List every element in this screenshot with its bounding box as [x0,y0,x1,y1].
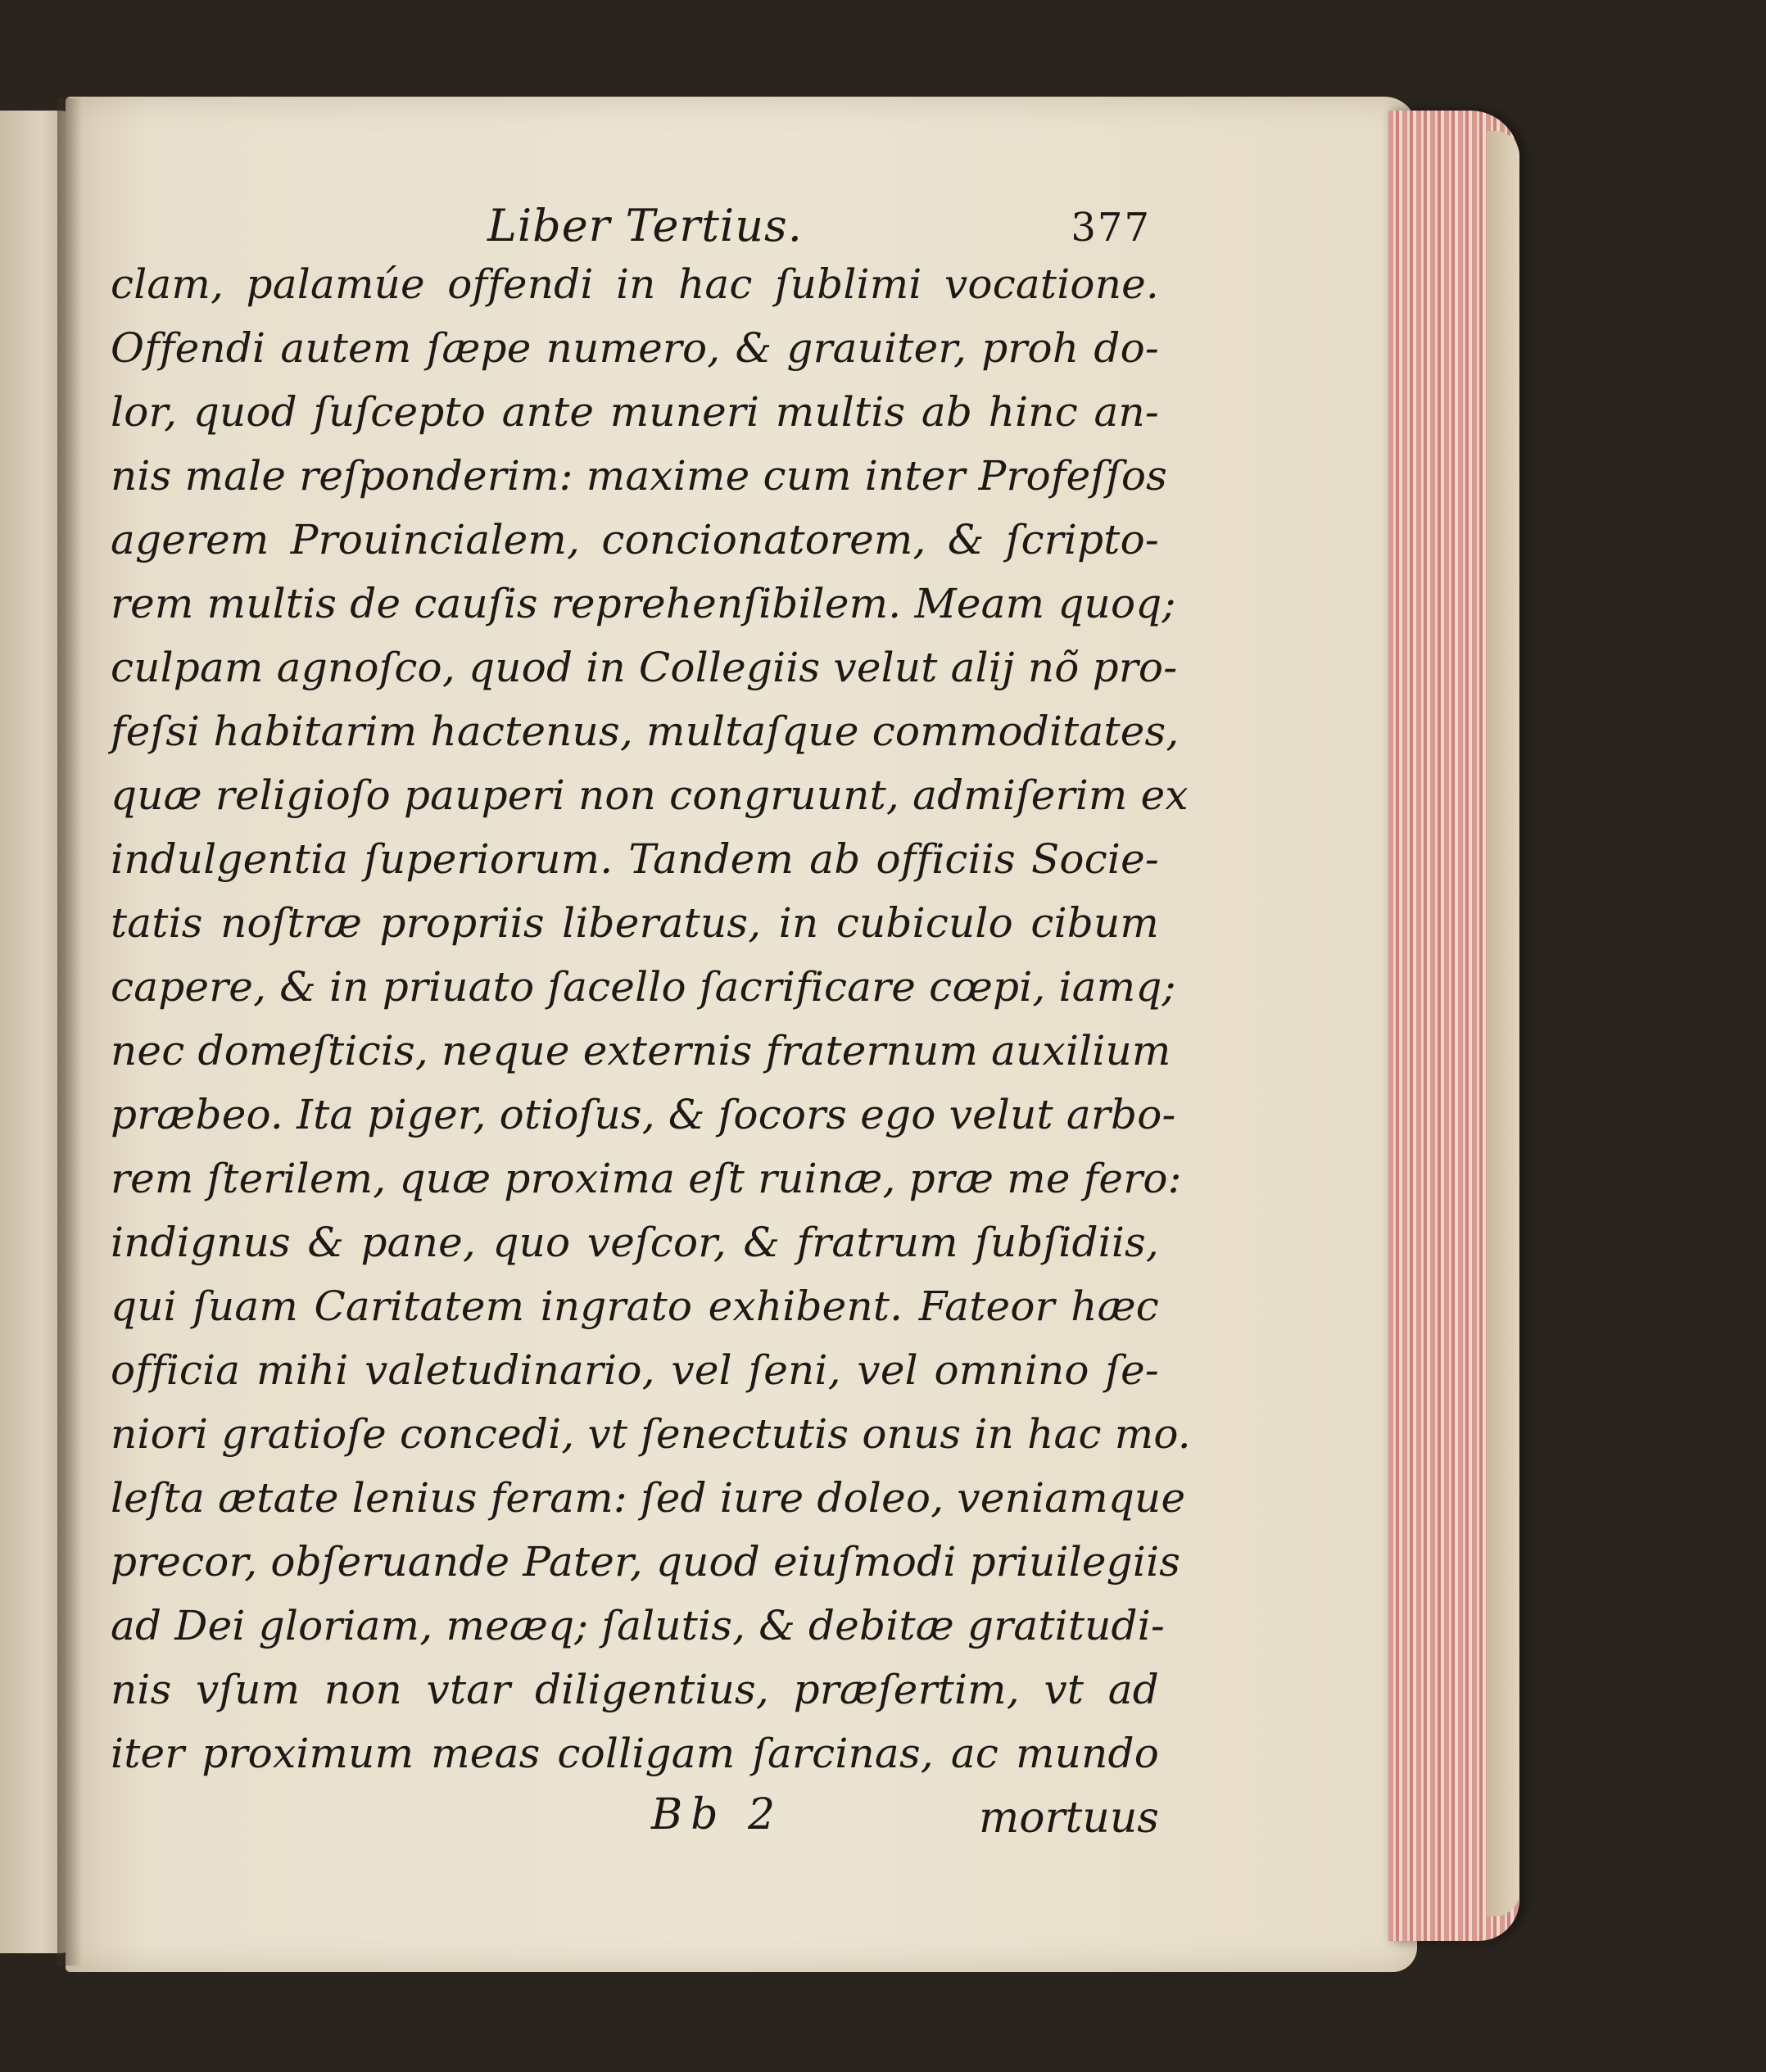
page-text-block [111,187,1191,1853]
text-line: Offendi autem ſæpe numero, & grauiter, proh do- [111,324,1159,372]
text-line: indulgentia ſuperiorum. Tandem ab officiis Socie- [111,835,1159,883]
text-line: rem ſterilem, quæ proxima eſt ruinæ, præ me fero: [111,1155,1182,1202]
text-line: nec domeſticis, neque externis fraternum auxilium [111,1027,1171,1074]
page-number: 377 [1071,205,1151,251]
text-line: niori gratioſe concedi, vt ſenectutis onus in hac mo. [111,1410,1191,1458]
signature-mark: Bb 2 [651,1790,784,1839]
text-line: precor, obſeruande Pater, quod eiuſmodi priuilegiis [111,1538,1181,1586]
text-line: quæ religioſo pauperi non congruunt, admiſerim ex [111,771,1189,819]
text-line: rem multis de cauſis reprehenſibilem. Meam quoq; [111,580,1176,627]
text-line: nis male reſponderim: maxime cum inter Profeſſos [111,452,1167,500]
page-header [111,187,1159,252]
body-text [111,252,1191,1785]
text-line: tatis noſtræ propriis liberatus, in cubiculo cibum [111,899,1159,947]
page-footer [111,1787,1159,1853]
text-line: nis vſum non vtar diligentius, præſertim, vt ad [111,1666,1159,1713]
text-line: agerem Prouincialem, concionatorem, & ſcripto- [111,516,1159,563]
text-line: indignus & pane, quo veſcor, & fratrum ſubſidiis, [111,1219,1159,1266]
text-line: clam, palamúe offendi in hac ſublimi vocatione. [111,260,1159,308]
running-head: Liber Tertius. [487,200,803,251]
text-line: ad Dei gloriam, meæq; ſalutis, & debitæ gratitudi- [111,1602,1166,1649]
text-line: culpam agnoſco, quod in Collegiis velut alij nõ pro- [111,644,1178,691]
text-line: lor, quod ſuſcepto ante muneri multis ab hinc an- [111,388,1159,436]
text-line: capere, & in priuato ſacello ſacrificare cœpi, iamq; [111,963,1176,1011]
back-cover-edge [1487,131,1519,1916]
text-line: officia mihi valetudinario, vel ſeni, vel omnino ſe- [111,1346,1159,1394]
text-line: iter proximum meas colligam ſarcinas, ac mundo [111,1730,1159,1777]
text-line: feſsi habitarim hactenus, multaſque commoditates, [111,708,1180,755]
gutter-shadow [57,98,82,1966]
text-line: leſta ætate lenius feram: ſed iure doleo, veniamque [111,1474,1186,1522]
text-line: præbeo. Ita piger, otioſus, & ſocors ego velut arbo- [111,1091,1176,1138]
catchword: mortuus [978,1794,1159,1843]
text-line: qui ſuam Caritatem ingrato exhibent. Fateor hæc [111,1283,1159,1330]
